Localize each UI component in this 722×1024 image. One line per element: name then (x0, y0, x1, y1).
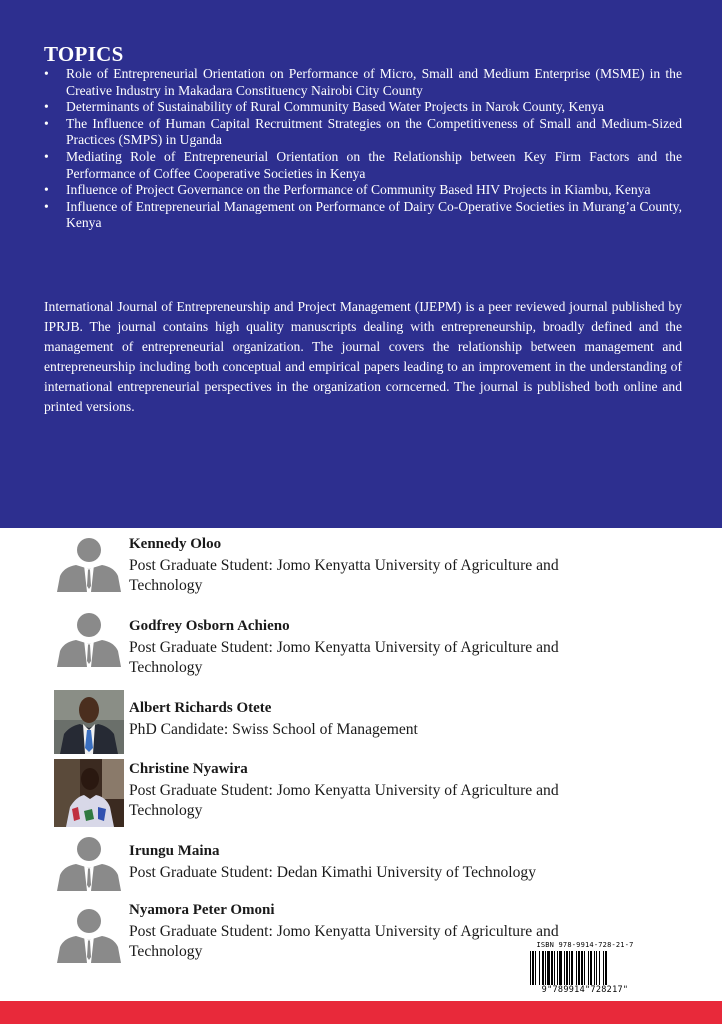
barcode-bar (581, 951, 583, 985)
barcode-bar (539, 951, 540, 985)
topic-item (44, 116, 682, 149)
person-silhouette-icon (54, 835, 124, 891)
barcode-bar (571, 951, 573, 985)
topic-text: Role of Entrepreneurial Orientation on Performance of Micro, Small and Medium Enterprise (MSME) in the Creative Industry in Makadara Constituency Nairobi City County (66, 66, 682, 98)
barcode-bar (559, 951, 562, 985)
barcode-bar (530, 951, 531, 985)
topic-text: The Influence of Human Capital Recruitment Strategies on the Competitiveness of Small and Medium-Sized Practices (SMPS) in Uganda (66, 115, 682, 148)
barcode-bar (603, 951, 604, 985)
barcode-bar (605, 951, 607, 985)
barcode-bars (530, 951, 640, 985)
bullet-icon: • (44, 182, 49, 198)
author-affiliation: Post Graduate Student: Jomo Kenyatta University of Agriculture and Technology (129, 639, 559, 676)
barcode-bar (557, 951, 558, 985)
barcode-bar (564, 951, 565, 985)
footer-red-band (0, 1001, 722, 1024)
barcode-bar (596, 951, 597, 985)
person-silhouette-icon (54, 536, 124, 592)
author-name: Kennedy Oloo (129, 536, 222, 552)
barcode-bar (551, 951, 553, 985)
topic-text: Determinants of Sustainability of Rural Community Based Water Projects in Narok County, Kenya (66, 99, 605, 115)
topic-item (44, 182, 682, 199)
person-silhouette-icon (54, 907, 124, 963)
topics-heading: TOPICS (44, 42, 124, 66)
barcode-bar (569, 951, 570, 985)
topic-text: Influence of Project Governance on the Performance of Community Based HIV Projects in Kiambu, Kenya (66, 182, 651, 198)
barcode-bar (584, 951, 585, 985)
author-affiliation: PhD Candidate: Swiss School of Management (129, 721, 418, 738)
journal-description: International Journal of Entrepreneurship and Project Management (IJEPM) is a peer reviewed journal published by IPRJB. The journal contains high quality manuscripts dealing with entrepreneurship, broadly defined and the management of entrepreneurial organization. The journal covers the relationship between management and entrepreneurship including both conceptual and empirical papers leading to an improvement in the understanding of international entrepreneurial perspectives in the organization corncerned. The journal is published both online and printed versions. (44, 299, 682, 415)
barcode-bar (599, 951, 600, 985)
barcode-bar (590, 951, 592, 985)
bullet-icon: • (44, 99, 49, 115)
topic-text: Mediating Role of Entrepreneurial Orientation on the Relationship between Key Firm Factors and the Performance of Coffee Cooperative Societies in Kenya (66, 148, 682, 181)
topics-list (44, 66, 682, 232)
barcode-bar (542, 951, 544, 985)
author-affiliation: Post Graduate Student: Jomo Kenyatta University of Agriculture and Technology (129, 782, 559, 819)
author-name: Albert Richards Otete (129, 700, 272, 716)
topic-item (44, 66, 682, 99)
author-name: Christine Nyawira (129, 761, 248, 777)
isbn-label: ISBN 978-9914-728-21-7 (536, 941, 634, 949)
barcode-bar (588, 951, 589, 985)
barcode-bar (576, 951, 577, 985)
barcode-bar (554, 951, 555, 985)
topic-item (44, 149, 682, 182)
bullet-icon: • (44, 198, 49, 214)
barcode-bar (594, 951, 595, 985)
barcode-bar (545, 951, 546, 985)
barcode-bar (535, 951, 536, 985)
barcode-bar (532, 951, 534, 985)
topic-item (44, 199, 682, 232)
author-name: Nyamora Peter Omoni (129, 902, 275, 918)
barcode-bar (566, 951, 568, 985)
author-name: Godfrey Osborn Achieno (129, 618, 290, 634)
bullet-icon: • (44, 66, 49, 81)
topic-item (44, 99, 682, 116)
author-affiliation: Post Graduate Student: Jomo Kenyatta University of Agriculture and Technology (129, 923, 559, 960)
bullet-icon: • (44, 148, 49, 164)
person-silhouette-icon (54, 611, 124, 667)
barcode-bar (578, 951, 580, 985)
author-photo (54, 690, 124, 754)
author-affiliation: Post Graduate Student: Jomo Kenyatta University of Agriculture and Technology (129, 557, 559, 594)
topic-text: Influence of Entrepreneurial Management on Performance of Dairy Co-Operative Societies in Murang’a County, Kenya (66, 198, 682, 231)
author-name: Irungu Maina (129, 843, 220, 859)
barcode-bar (547, 951, 550, 985)
isbn-barcode (520, 941, 650, 997)
author-affiliation: Post Graduate Student: Dedan Kimathi University of Technology (129, 864, 537, 881)
barcode-number: 9"789914"728217" (541, 985, 629, 995)
bullet-icon: • (44, 115, 49, 131)
author-photo (54, 759, 124, 827)
